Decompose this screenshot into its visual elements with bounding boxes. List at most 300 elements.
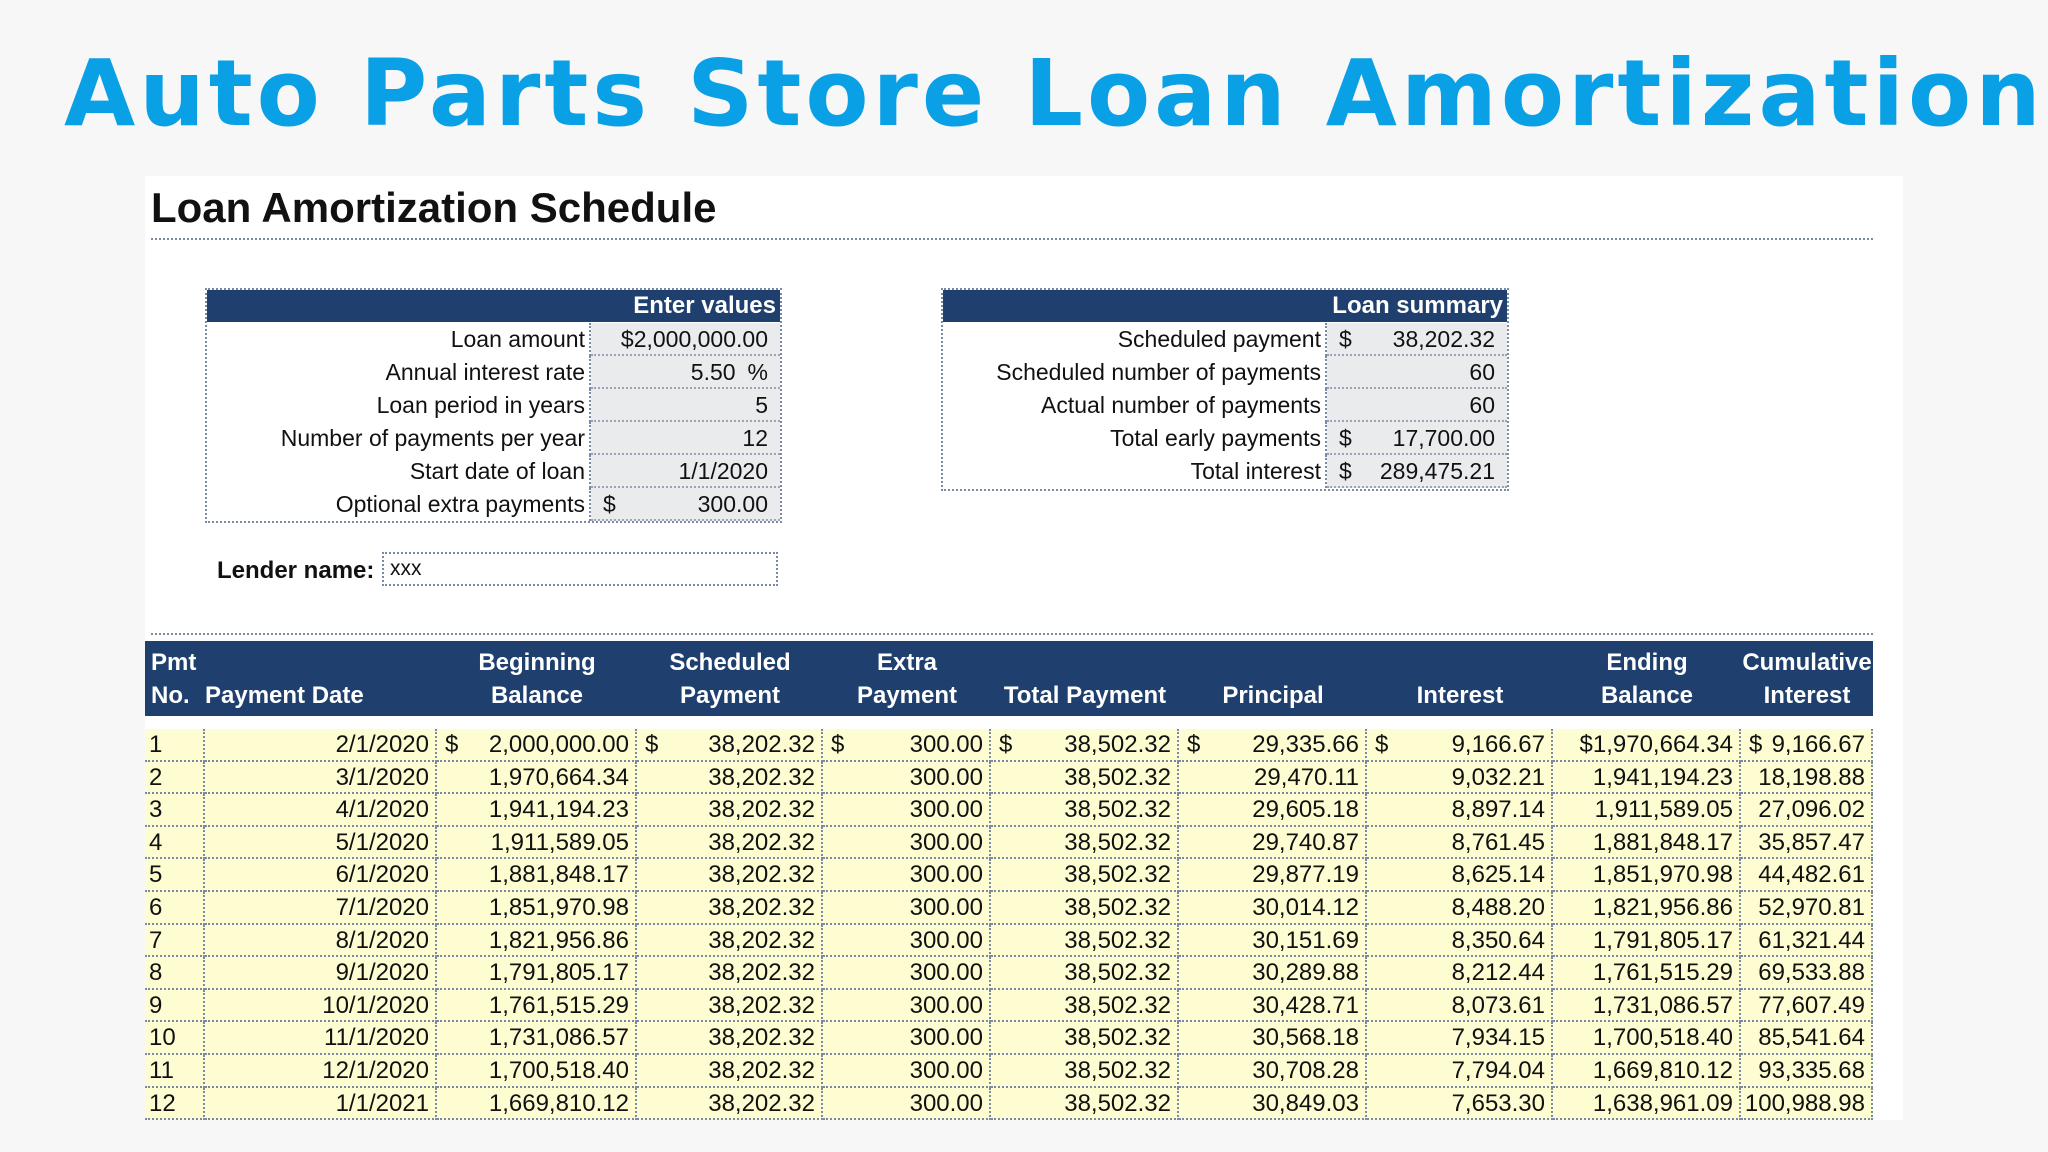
table-cell[interactable] [991, 794, 1179, 827]
table-cell[interactable] [823, 892, 991, 925]
input-row [207, 356, 780, 389]
summary-label: Actual number of payments [943, 389, 1327, 422]
cell-text: 38,202.32 [708, 959, 815, 987]
cell-text: 1,731,086.57 [488, 1024, 629, 1052]
cell-text: 1,970,664.34 [488, 763, 629, 791]
table-cell[interactable] [991, 1022, 1179, 1055]
table-cell[interactable] [1367, 1055, 1553, 1088]
summary-value [1327, 389, 1507, 422]
table-cell[interactable] [1741, 892, 1873, 925]
cell-text: 300.00 [909, 1089, 983, 1117]
currency-symbol: $ [1749, 731, 1763, 758]
table-cell[interactable] [145, 1022, 205, 1055]
cell-text: 1,761,515.29 [488, 991, 629, 1019]
column-header [637, 641, 823, 716]
table-cell[interactable] [991, 892, 1179, 925]
cell-text: 30,568.18 [1252, 1024, 1359, 1052]
table-cell[interactable] [1553, 827, 1741, 860]
table-cell[interactable] [1179, 925, 1367, 958]
table-row [145, 925, 1873, 958]
summary-label: Scheduled payment [943, 323, 1327, 356]
currency-symbol: $ [445, 731, 459, 758]
cell-text: 1,669,810.12 [488, 1089, 629, 1117]
table-cell[interactable] [437, 729, 637, 762]
table-cell[interactable] [437, 859, 637, 892]
table-cell[interactable] [823, 729, 991, 762]
table-cell[interactable] [1741, 729, 1873, 762]
table-row [145, 729, 1873, 762]
cell-text: 300.00 [909, 926, 983, 954]
currency-symbol: $ [1339, 326, 1352, 352]
column-header-line: Interest [1416, 682, 1504, 709]
table-cell[interactable] [1367, 1088, 1553, 1121]
table-cell[interactable] [1741, 925, 1873, 958]
cell-text: 300.00 [909, 1057, 983, 1084]
table-row [145, 1088, 1873, 1121]
table-cell[interactable] [991, 729, 1179, 762]
summary-row [943, 455, 1507, 488]
cell-text: 61,321.44 [1758, 926, 1865, 954]
cell-text: 1,791,805.17 [488, 959, 629, 987]
cell-text: 1,881,848.17 [1592, 828, 1733, 856]
table-cell[interactable] [1367, 990, 1553, 1023]
table-cell[interactable] [1553, 859, 1741, 892]
cell-text: 8/1/2020 [335, 926, 429, 954]
column-header-line: Payment [856, 682, 958, 709]
table-cell[interactable] [145, 1088, 205, 1121]
summary-row [943, 389, 1507, 422]
table-cell[interactable] [1553, 1088, 1741, 1121]
table-cell[interactable] [1179, 762, 1367, 795]
cell-text: 38,202.32 [708, 796, 815, 824]
input-label: Annual interest rate [207, 356, 591, 389]
input-value[interactable] [591, 488, 780, 521]
column-header-line: Cumulative [1742, 649, 1872, 676]
cell-text: 300.00 [909, 731, 983, 758]
cell-text: 1,700,518.40 [1592, 1024, 1733, 1052]
enter-values-panel [205, 288, 782, 523]
lender-name-label: Lender name: [217, 557, 375, 584]
table-cell[interactable] [1367, 762, 1553, 795]
table-cell[interactable] [823, 859, 991, 892]
summary-label: Total interest [943, 455, 1327, 488]
table-cell[interactable] [145, 1055, 205, 1088]
table-cell[interactable] [205, 892, 437, 925]
table-cell[interactable] [637, 892, 823, 925]
cell-text: 1,851,970.98 [488, 894, 629, 921]
table-cell[interactable] [437, 892, 637, 925]
cell-text: 8,897.14 [1451, 796, 1545, 824]
cell-text: 38,202.32 [708, 926, 815, 954]
cell-text: 30,849.03 [1252, 1089, 1359, 1117]
table-cell[interactable] [823, 762, 991, 795]
cell-text: 5 [149, 861, 163, 889]
loan-summary-header: Loan summary [943, 290, 1507, 322]
cell-text: 52,970.81 [1758, 894, 1865, 921]
currency-symbol: $ [1339, 425, 1352, 451]
table-cell[interactable] [437, 827, 637, 860]
cell-text: 1,851,970.98 [1592, 861, 1733, 889]
cell-text: 2/1/2020 [335, 731, 429, 758]
table-cell[interactable] [823, 827, 991, 860]
table-cell[interactable] [205, 762, 437, 795]
table-cell[interactable] [991, 1088, 1179, 1121]
table-cell[interactable] [145, 762, 205, 795]
table-cell[interactable] [1553, 794, 1741, 827]
table-cell[interactable] [437, 925, 637, 958]
summary-value-text: 289,475.21 [1379, 458, 1495, 484]
table-cell[interactable] [1553, 762, 1741, 795]
cell-text: 44,482.61 [1758, 861, 1865, 889]
table-cell[interactable] [145, 990, 205, 1023]
cell-text: 30,708.28 [1252, 1057, 1359, 1084]
cell-text: 38,202.32 [708, 1089, 815, 1117]
table-cell[interactable] [991, 957, 1179, 990]
lender-name-input[interactable]: xxx [382, 552, 778, 586]
table-cell[interactable] [205, 925, 437, 958]
input-label: Loan period in years [207, 389, 591, 422]
table-cell[interactable] [637, 729, 823, 762]
cell-text: 9/1/2020 [335, 959, 429, 987]
cell-text: 2,000,000.00 [488, 731, 629, 758]
currency-symbol: $ [603, 491, 616, 517]
cell-text: 7,794.04 [1451, 1057, 1545, 1084]
table-cell[interactable] [637, 1022, 823, 1055]
cell-text: 7,934.15 [1451, 1024, 1545, 1052]
cell-text: 4 [149, 828, 163, 856]
table-cell[interactable] [1553, 1055, 1741, 1088]
summary-value [1327, 323, 1507, 356]
summary-row [943, 323, 1507, 356]
cell-text: 38,502.32 [1064, 861, 1171, 889]
table-cell[interactable] [1553, 990, 1741, 1023]
table-cell[interactable] [1741, 957, 1873, 990]
divider [151, 238, 1873, 240]
column-header-line: Payment Date [205, 682, 364, 709]
summary-label: Scheduled number of payments [943, 356, 1327, 389]
cell-text: 29,335.66 [1252, 731, 1359, 758]
cell-text: 7 [149, 926, 163, 954]
table-row [145, 957, 1873, 990]
column-header-line [1367, 646, 1553, 679]
column-header [1179, 641, 1367, 716]
table-cell[interactable] [205, 1088, 437, 1121]
column-header-line: Balance [1600, 682, 1694, 709]
table-cell[interactable] [1553, 925, 1741, 958]
cell-text: 300.00 [909, 991, 983, 1019]
cell-text: 38,502.32 [1064, 1089, 1171, 1117]
input-value-text: 1/1/2020 [678, 458, 768, 484]
cell-text: 93,335.68 [1758, 1057, 1865, 1084]
cell-text: 85,541.64 [1758, 1024, 1865, 1052]
cell-text: 7,653.30 [1451, 1089, 1545, 1117]
input-row [207, 422, 780, 455]
currency-symbol: $ [1339, 458, 1352, 484]
cell-text: 300.00 [909, 959, 983, 987]
table-cell[interactable] [1179, 1055, 1367, 1088]
column-header-line: Beginning [478, 649, 596, 676]
column-header [991, 641, 1179, 716]
table-cell[interactable] [1741, 762, 1873, 795]
table-cell[interactable] [1553, 1022, 1741, 1055]
table-cell[interactable] [205, 729, 437, 762]
table-cell[interactable] [145, 827, 205, 860]
table-cell[interactable] [823, 1022, 991, 1055]
table-cell[interactable] [1367, 957, 1553, 990]
table-cell[interactable] [991, 762, 1179, 795]
cell-text: 12 [149, 1089, 176, 1117]
summary-value [1327, 422, 1507, 455]
table-cell[interactable] [1367, 827, 1553, 860]
table-cell[interactable] [205, 957, 437, 990]
input-value[interactable] [591, 389, 780, 422]
cell-text: 38,502.32 [1064, 796, 1171, 824]
cell-text: 27,096.02 [1758, 796, 1865, 824]
cell-text: 38,202.32 [708, 861, 815, 889]
table-cell[interactable] [1741, 1055, 1873, 1088]
table-cell[interactable] [145, 859, 205, 892]
input-label: Start date of loan [207, 455, 591, 488]
cell-text: 38,502.32 [1064, 828, 1171, 856]
cell-text: 1,911,589.05 [1594, 796, 1733, 824]
table-cell[interactable] [205, 1022, 437, 1055]
column-header-line: Ending [1606, 649, 1688, 676]
cell-text: 5/1/2020 [335, 828, 429, 856]
cell-text: 29,605.18 [1252, 796, 1359, 824]
cell-text: 30,289.88 [1252, 959, 1359, 987]
cell-text: 30,014.12 [1252, 894, 1359, 921]
input-value-text: 12 [742, 425, 768, 451]
cell-text: 8,350.64 [1451, 926, 1545, 954]
table-cell[interactable] [637, 859, 823, 892]
column-header-line [205, 646, 437, 679]
cell-text: 8,625.14 [1451, 861, 1545, 889]
table-cell[interactable] [145, 892, 205, 925]
column-header-line: Extra [876, 649, 938, 676]
cell-text: 29,877.19 [1252, 861, 1359, 889]
summary-row [943, 356, 1507, 389]
table-cell[interactable] [823, 1055, 991, 1088]
table-cell[interactable] [1179, 729, 1367, 762]
schedule-table-header [145, 641, 1873, 716]
table-cell[interactable] [637, 827, 823, 860]
table-cell[interactable] [145, 925, 205, 958]
table-cell[interactable] [1741, 1088, 1873, 1121]
table-cell[interactable] [437, 1022, 637, 1055]
column-header [205, 641, 437, 716]
table-cell[interactable] [145, 729, 205, 762]
table-cell[interactable] [823, 1088, 991, 1121]
cell-text: 69,533.88 [1758, 959, 1865, 987]
column-header-line [1179, 646, 1367, 679]
cell-text: 2 [149, 763, 163, 791]
table-cell[interactable] [637, 957, 823, 990]
table-cell[interactable] [637, 1088, 823, 1121]
table-cell[interactable] [823, 990, 991, 1023]
summary-value-text: 60 [1469, 359, 1495, 385]
table-cell[interactable] [1367, 1022, 1553, 1055]
cell-text: 300.00 [909, 828, 983, 856]
cell-text: 38,502.32 [1064, 991, 1171, 1019]
cell-text: 1,700,518.40 [488, 1057, 629, 1084]
table-cell[interactable] [1179, 859, 1367, 892]
table-cell[interactable] [1367, 892, 1553, 925]
sheet-title: Loan Amortization Schedule [151, 184, 717, 231]
cell-text: 30,151.69 [1252, 926, 1359, 954]
loan-summary-panel [941, 288, 1509, 491]
table-cell[interactable] [823, 957, 991, 990]
table-cell[interactable] [437, 1088, 637, 1121]
table-cell[interactable] [1179, 794, 1367, 827]
column-header-line: Principal [1222, 682, 1324, 709]
table-cell[interactable] [991, 925, 1179, 958]
cell-text: 3 [149, 796, 163, 824]
table-cell[interactable] [1741, 827, 1873, 860]
cell-text: 1,941,194.23 [1592, 763, 1733, 791]
table-cell[interactable] [437, 990, 637, 1023]
input-value[interactable] [591, 455, 780, 488]
table-row [145, 892, 1873, 925]
column-header-line: No. [151, 682, 190, 709]
table-cell[interactable] [437, 794, 637, 827]
cell-text: 300.00 [909, 796, 983, 824]
cell-text: 100,988.98 [1744, 1089, 1865, 1117]
input-label: Loan amount [207, 323, 591, 356]
summary-value-text: 38,202.32 [1392, 326, 1495, 352]
column-header [145, 641, 205, 716]
banner-title: Auto Parts Store Loan Amortization [64, 40, 2045, 147]
table-cell[interactable] [145, 957, 205, 990]
cell-text: 29,740.87 [1252, 828, 1359, 856]
currency-symbol: $ [1187, 731, 1201, 758]
table-row [145, 1022, 1873, 1055]
cell-text: 1,761,515.29 [1592, 959, 1733, 987]
table-cell[interactable] [1553, 729, 1741, 762]
table-cell[interactable] [437, 1055, 637, 1088]
cell-text: 38,202.32 [708, 1024, 815, 1052]
table-cell[interactable] [1741, 1022, 1873, 1055]
table-cell[interactable] [823, 794, 991, 827]
cell-text: 38,202.32 [708, 991, 815, 1019]
table-cell[interactable] [1367, 925, 1553, 958]
cell-text: 4/1/2020 [335, 796, 429, 824]
summary-row [943, 422, 1507, 455]
table-cell[interactable] [991, 827, 1179, 860]
table-cell[interactable] [637, 762, 823, 795]
table-cell[interactable] [637, 925, 823, 958]
column-header-line: Total Payment [1003, 682, 1167, 709]
cell-text: 10 [149, 1024, 176, 1052]
table-cell[interactable] [1553, 957, 1741, 990]
table-cell[interactable] [1179, 1088, 1367, 1121]
table-cell[interactable] [145, 794, 205, 827]
cell-text: 300.00 [909, 763, 983, 791]
cell-text: 38,502.32 [1064, 763, 1171, 791]
cell-text: 1 [149, 731, 163, 758]
table-cell[interactable] [1553, 892, 1741, 925]
cell-text: 18,198.88 [1758, 763, 1865, 791]
column-header [1553, 641, 1741, 716]
table-cell[interactable] [205, 1055, 437, 1088]
table-cell[interactable] [823, 925, 991, 958]
spreadsheet-sheet [145, 176, 1903, 1120]
table-cell[interactable] [1179, 1022, 1367, 1055]
input-value[interactable] [591, 356, 780, 389]
table-cell[interactable] [637, 1055, 823, 1088]
cell-text: 1,881,848.17 [488, 861, 629, 889]
column-header [437, 641, 637, 716]
input-value[interactable] [591, 323, 780, 356]
cell-text: 11/1/2020 [324, 1024, 429, 1052]
table-cell[interactable] [1741, 859, 1873, 892]
cell-text: 38,502.32 [1064, 926, 1171, 954]
cell-text: 38,202.32 [708, 763, 815, 791]
input-label: Number of payments per year [207, 422, 591, 455]
table-cell[interactable] [991, 1055, 1179, 1088]
table-cell[interactable] [1367, 794, 1553, 827]
table-cell[interactable] [991, 990, 1179, 1023]
table-cell[interactable] [1179, 990, 1367, 1023]
input-row [207, 323, 780, 356]
currency-symbol: $ [999, 731, 1013, 758]
cell-text: 7/1/2020 [335, 894, 429, 921]
table-cell[interactable] [205, 827, 437, 860]
table-cell[interactable] [437, 957, 637, 990]
cell-text: 38,502.32 [1064, 731, 1171, 758]
cell-text: 1,791,805.17 [1592, 926, 1733, 954]
table-cell[interactable] [637, 990, 823, 1023]
cell-text: 38,202.32 [708, 894, 815, 921]
table-cell[interactable] [1367, 729, 1553, 762]
cell-text: 38,502.32 [1064, 1057, 1171, 1084]
table-row [145, 794, 1873, 827]
table-cell[interactable] [991, 859, 1179, 892]
table-cell[interactable] [205, 859, 437, 892]
currency-symbol: $ [645, 731, 659, 758]
table-cell[interactable] [1741, 794, 1873, 827]
table-cell[interactable] [437, 762, 637, 795]
cell-text: 10/1/2020 [322, 991, 429, 1019]
table-cell[interactable] [1367, 859, 1553, 892]
cell-text: 8,073.61 [1451, 991, 1545, 1019]
cell-text: $1,970,664.34 [1579, 731, 1733, 758]
table-cell[interactable] [1741, 990, 1873, 1023]
table-row [145, 827, 1873, 860]
cell-text: 9,032.21 [1451, 763, 1545, 791]
table-row [145, 990, 1873, 1023]
summary-value-text: 60 [1469, 392, 1495, 418]
column-header-line [991, 646, 1179, 679]
column-header [1367, 641, 1553, 716]
cell-text: 3/1/2020 [335, 763, 429, 791]
cell-text: 9,166.67 [1451, 731, 1545, 758]
cell-text: 9 [149, 991, 163, 1019]
input-row [207, 389, 780, 422]
cell-text: 38,502.32 [1064, 959, 1171, 987]
table-cell[interactable] [205, 794, 437, 827]
cell-text: 300.00 [909, 1024, 983, 1052]
cell-text: 38,202.32 [708, 731, 815, 758]
column-header-line: Interest [1763, 682, 1851, 709]
input-value[interactable] [591, 422, 780, 455]
table-cell[interactable] [637, 794, 823, 827]
table-cell[interactable] [1179, 827, 1367, 860]
divider [151, 633, 1873, 635]
table-cell[interactable] [1179, 957, 1367, 990]
table-cell[interactable] [1179, 892, 1367, 925]
enter-values-header: Enter values [207, 290, 780, 322]
table-cell[interactable] [205, 990, 437, 1023]
